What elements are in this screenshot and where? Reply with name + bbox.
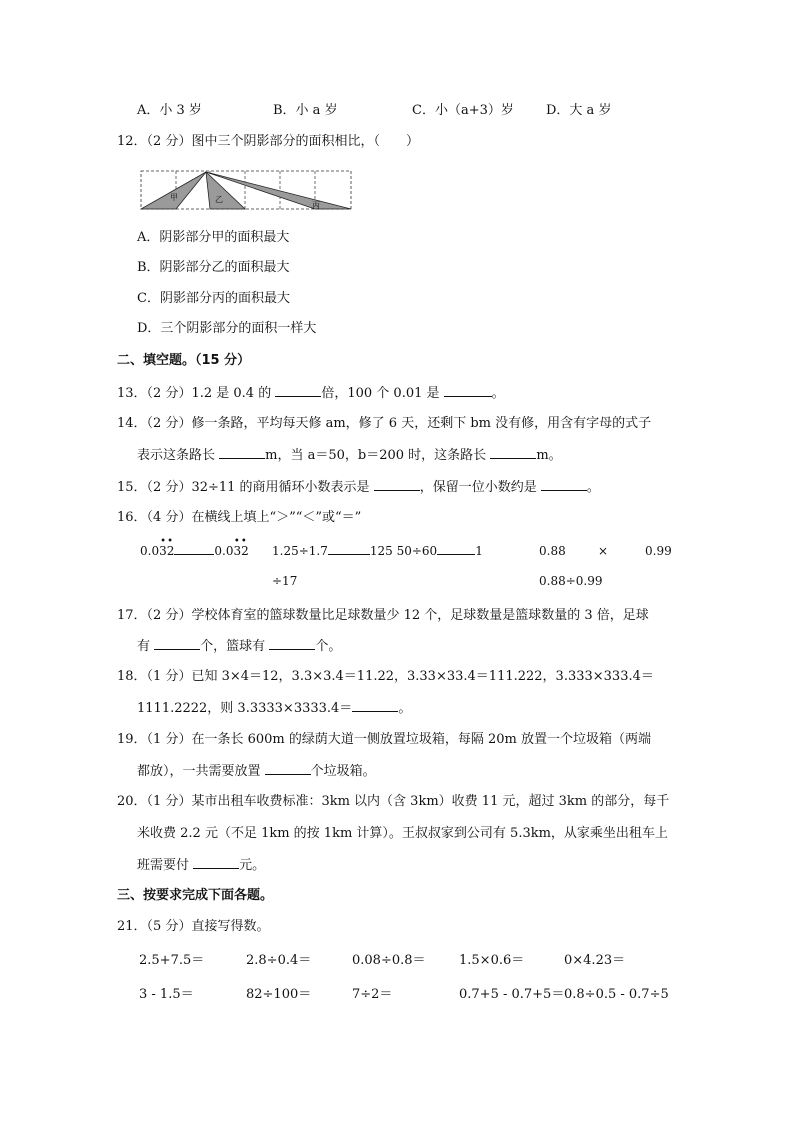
q15-text-2: ，保留一位小数约是 xyxy=(419,480,537,495)
q21-row1-item: 0.08÷0.8＝ xyxy=(352,953,426,968)
q16-blank-3[interactable] xyxy=(437,542,475,555)
q19-line-2 xyxy=(137,762,376,781)
section-compute-title: 三、按要求完成下面各题。 xyxy=(117,888,274,903)
q18-text-1: 1111.2222，则 3.3333×3333.4＝ xyxy=(137,701,353,716)
section-fill-in-title: 二、填空题。（15 分） xyxy=(117,353,251,368)
q16-item-5-left: 0.88 xyxy=(539,544,566,558)
q21-row2-item: 82÷100＝ xyxy=(246,987,312,1002)
label-bing: 丙 xyxy=(312,201,320,210)
label-jia: 甲 xyxy=(170,193,178,202)
q14-text-1: 表示这条路长 xyxy=(137,448,216,463)
q11-option-d: D．大 a 岁 xyxy=(546,103,612,118)
q13-blank-2[interactable] xyxy=(444,384,492,397)
q16-item-2 xyxy=(272,542,483,560)
q16-item-1-repeating: • • 32 xyxy=(159,536,175,558)
q13 xyxy=(117,384,505,403)
q15 xyxy=(117,478,600,497)
q13-blank-1[interactable] xyxy=(275,384,321,397)
q21-stem: 21．（5 分）直接写得数。 xyxy=(117,919,270,934)
q18-blank[interactable] xyxy=(352,699,398,712)
q16-item-1-right-digits: 032 xyxy=(225,544,249,558)
q16-item-1-left: 0.0 xyxy=(140,544,160,558)
q21-row1-item: 0×4.23＝ xyxy=(564,953,626,968)
q21-row1-item: 2.5+7.5＝ xyxy=(139,953,205,968)
q21-row2-item: 3 - 1.5＝ xyxy=(139,987,194,1002)
q18-line-1: 18．（1 分）已知 3×4＝12，3.3×3.4＝11.22，3.33×33.4＝111.222，3.333×333.4＝ xyxy=(117,669,654,684)
q16-item-1 xyxy=(140,536,249,560)
q12-option-a: A．阴影部分甲的面积最大 xyxy=(137,230,290,245)
q12-stem: 12．（2 分）图中三个阴影部分的面积相比，（ ） xyxy=(117,134,419,149)
q16-blank-2[interactable] xyxy=(328,542,370,555)
q16-item-5-op: × xyxy=(598,544,609,558)
q20-text-1: 班需要付 xyxy=(137,858,190,873)
q18-text-2: 。 xyxy=(398,701,412,716)
q11-option-c: C．小（a+3）岁 xyxy=(412,103,514,118)
q14-line-2 xyxy=(137,446,562,465)
q13-text-1: 13．（2 分）1.2 是 0.4 的 xyxy=(117,386,272,401)
q21-row2-item: 7÷2＝ xyxy=(352,987,393,1002)
q15-text-1: 15．（2 分）32÷11 的商用循环小数表示是 xyxy=(117,480,370,495)
q16-stem: 16．（4 分）在横线上填上“＞”“＜”或“＝” xyxy=(117,510,362,525)
q16-item-3-tail: ÷17 xyxy=(272,574,298,588)
q19-blank[interactable] xyxy=(265,762,311,775)
q21-row2-item: 0.8÷0.5 - 0.7÷5 xyxy=(564,987,669,1002)
q17-text-2: 个，篮球有 xyxy=(200,639,266,654)
q13-text-3: 。 xyxy=(491,386,505,401)
q15-text-3: 。 xyxy=(586,480,600,495)
q16-item-3-right: 50÷60 xyxy=(396,544,438,558)
q21-row1-item: 2.8÷0.4＝ xyxy=(246,953,312,968)
triangle-jia xyxy=(141,172,206,209)
q16-item-1-right-prefix: 0. xyxy=(214,544,226,558)
q16-item-5-right: 0.99 xyxy=(645,544,672,558)
q15-blank-2[interactable] xyxy=(541,478,587,491)
q19-text-1: 都放），一共需要放置 xyxy=(137,764,261,779)
q17-line-2 xyxy=(137,637,341,656)
q16-item-1-right-repeating: • • 032 xyxy=(225,536,249,558)
q11-option-b: B．小 a 岁 xyxy=(273,103,338,118)
q12-option-b: B．阴影部分乙的面积最大 xyxy=(137,260,290,275)
q16-item-5-second: 0.88÷0.99 xyxy=(539,574,603,588)
q16-item-4-right: 1 xyxy=(475,544,483,558)
q17-text-3: 个。 xyxy=(315,639,342,654)
q11-option-a: A．小 3 岁 xyxy=(137,103,202,118)
q16-item-2-expr: 1.25÷1.7 xyxy=(272,544,328,558)
q21-row1-item: 1.5×0.6＝ xyxy=(459,953,525,968)
q20-line-3 xyxy=(137,856,265,875)
q16-blank-1[interactable] xyxy=(174,542,214,555)
q20-text-2: 元。 xyxy=(239,858,266,873)
q16-item-3-left: 125 xyxy=(369,544,393,558)
q16-item-1-digits: 32 xyxy=(159,544,175,558)
shaded-triangles-figure xyxy=(140,168,354,214)
q15-blank-1[interactable] xyxy=(374,478,420,491)
q17-line-1: 17．（2 分）学校体育室的篮球数量比足球数量少 12 个，足球数量是篮球数量的 3 倍，足球 xyxy=(117,608,649,623)
q20-line-2: 米收费 2.2 元（不足 1km 的按 1km 计算）。王叔叔家到公司有 5.3km，从家乘坐出租车上 xyxy=(137,826,668,841)
q20-blank[interactable] xyxy=(193,856,239,869)
q13-text-2: 倍，100 个 0.01 是 xyxy=(321,386,440,401)
q21-row2-item: 0.7+5 - 0.7+5＝ xyxy=(459,987,565,1002)
q12-option-c: C．阴影部分丙的面积最大 xyxy=(137,291,290,306)
q19-text-2: 个垃圾箱。 xyxy=(310,764,376,779)
label-yi: 乙 xyxy=(215,195,223,204)
q19-line-1: 19．（1 分）在一条长 600m 的绿荫大道一侧放置垃圾箱，每隔 20m 放置一个垃圾箱（两端 xyxy=(117,732,651,747)
q14-text-3: m。 xyxy=(536,448,562,463)
q17-blank-2[interactable] xyxy=(269,637,315,650)
q17-text-1: 有 xyxy=(137,639,151,654)
q14-blank-1[interactable] xyxy=(219,446,265,459)
q12-option-d: D．三个阴影部分的面积一样大 xyxy=(137,321,317,336)
q14-text-2: m，当 a＝50，b＝200 时，这条路长 xyxy=(265,448,487,463)
q20-line-1: 20．（1 分）某市出租车收费标准：3km 以内（含 3km）收费 11 元，超过 3km 的部分，每千 xyxy=(117,794,670,809)
q14-blank-2[interactable] xyxy=(490,446,536,459)
q14-line-1: 14．（2 分）修一条路，平均每天修 am，修了 6 天，还剩下 bm 没有修，用含有字母的式子 xyxy=(117,416,652,431)
q18-line-2 xyxy=(137,699,411,718)
q17-blank-1[interactable] xyxy=(154,637,200,650)
